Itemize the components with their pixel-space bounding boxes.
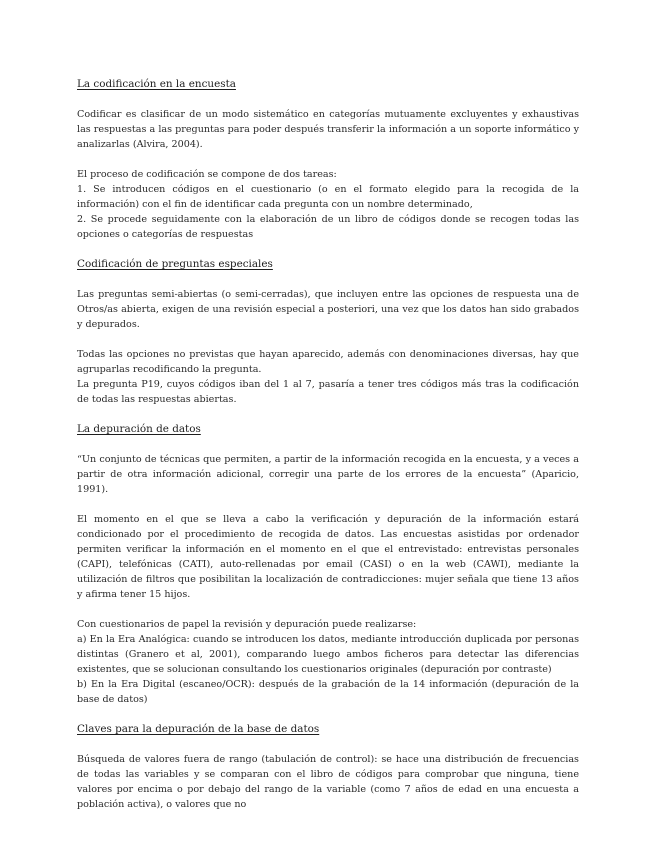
heading-depuracion: La depuración de datos [77, 423, 201, 435]
list-item-tarea-2: 2. Se procede seguidamente con la elaboración de un libro de códigos donde se recogen todas las opciones o categorías de respuestas [77, 214, 579, 240]
list-item-tarea-1: 1. Se introducen códigos en el cuestionario (o en el formato elegido para la recogida de la información) con el fin de identificar cada pregunta con un nombre determinado, [77, 184, 579, 210]
paragraph-cita-aparicio: “Un conjunto de técnicas que permiten, a partir de la información recogida en la encuesta, y a veces a partir de otra información adicional, corregir una parte de los errores de la encuesta” (Aparicio, 1991). [77, 454, 579, 495]
paragraph-valores-fuera-rango: Búsqueda de valores fuera de rango (tabulación de control): se hace una distribución de frecuencias de todas las variables y se comparan con el libro de códigos para comprobar que ninguna, tiene valores por encima o por debajo del rango de la variable (como 7 años de edad en una encuesta a población activa), o valores que no [77, 754, 579, 810]
document-body [77, 77, 579, 812]
paragraph-momento-verificacion: El momento en el que se lleva a cabo la verificación y depuración de la información estará condicionado por el procedimiento de recogida de datos. Las encuestas asistidas por ordenador permiten verificar la información en el momento en el que el entrevistado: entrevistas personales (CAPI), telefónicas (CATI), auto-rellenadas por email (CASI) o en la web (CAWI), mediante la utilización de filtros que posibilitan la localización de contradicciones: mujer señala que tiene 13 años y afirma tener 15 hijos. [77, 514, 579, 600]
paragraph-pregunta-p19: La pregunta P19, cuyos códigos iban del 1 al 7, pasaría a tener tres códigos más tras la codificación de todas las respuestas abiertas. [77, 379, 579, 405]
paragraph-opciones-no-previstas: Todas las opciones no previstas que hayan aparecido, además con denominaciones diversas, hay que agruparlas recodificando la pregunta. [77, 349, 579, 375]
list-item-era-analogica: a) En la Era Analógica: cuando se introducen los datos, mediante introducción duplicada por personas distintas (Granero et al, 2001), comparando luego ambos ficheros para detectar las diferencias existentes, que se solucionan consultando los cuestionarios originales (depuración por contraste) [77, 634, 579, 675]
paragraph-proceso-intro: El proceso de codificación se compone de dos tareas: [77, 169, 337, 180]
paragraph-cuestionarios-papel: Con cuestionarios de papel la revisión y depuración puede realizarse: [77, 619, 417, 630]
list-item-era-digital: b) En la Era Digital (escaneo/OCR): después de la grabación de la 14 información (depuración de la base de datos) [77, 679, 579, 705]
heading-preguntas-especiales: Codificación de preguntas especiales [77, 258, 273, 270]
paragraph-definicion-codificar: Codificar es clasificar de un modo sistemático en categorías mutuamente excluyentes y exhaustivas las respuestas a las preguntas para poder después transferir la información a un soporte informático y analizarlas (Alvira, 2004). [77, 109, 579, 150]
paragraph-semi-abiertas: Las preguntas semi-abiertas (o semi-cerradas), que incluyen entre las opciones de respuesta una de Otros/as abierta, exigen de una revisión especial a posteriori, una vez que los datos han sido grabados y depurados. [77, 289, 579, 330]
heading-claves-depuracion: Claves para la depuración de la base de datos [77, 723, 320, 735]
heading-codificacion: La codificación en la encuesta [77, 78, 236, 90]
